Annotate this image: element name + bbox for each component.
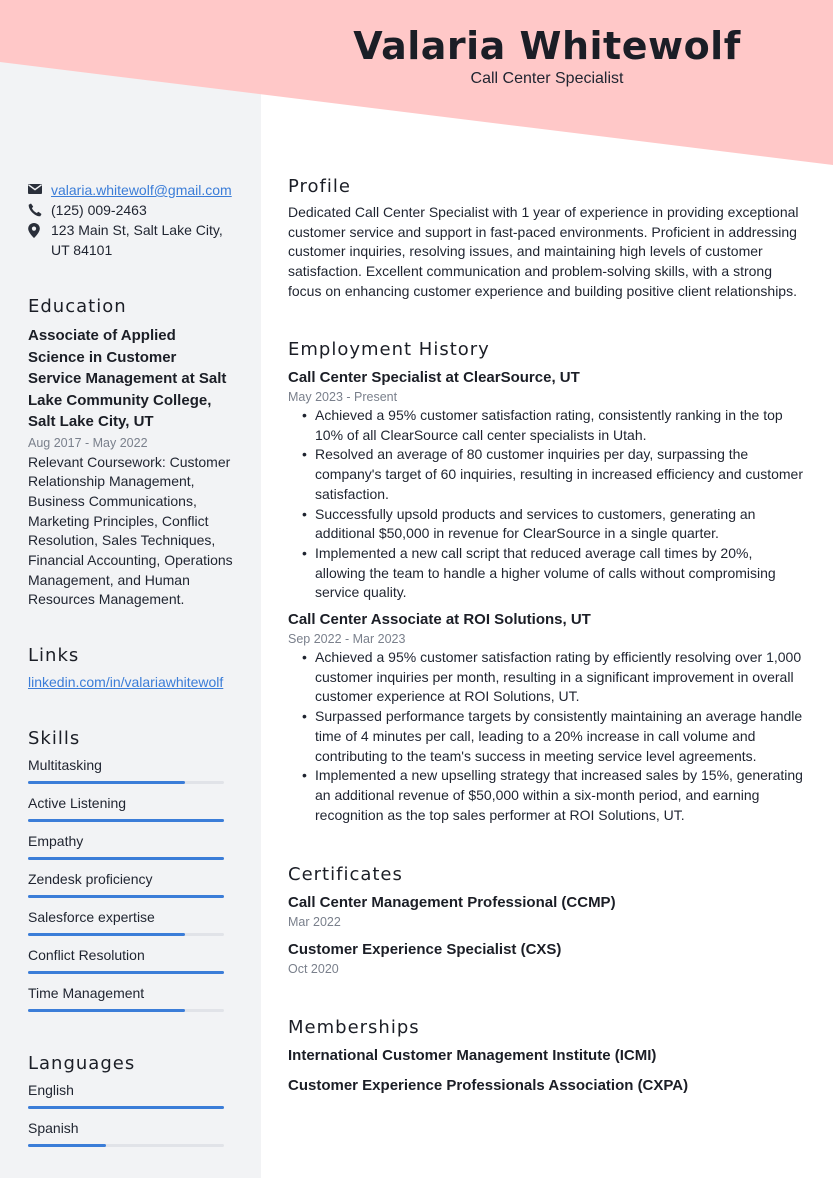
certificate-entry [288,892,803,931]
education-degree: Associate of Applied Science in Customer Service Management at Salt Lake Community College, Salt Lake City, UT [28,327,227,430]
skill-item [28,793,233,822]
membership-item: International Customer Management Institute (ICMI) [288,1047,657,1064]
certificates-list [288,892,803,978]
skill-level-bar [28,933,224,936]
skill-item [28,869,233,898]
links-section [28,645,233,690]
language-item [28,1118,233,1147]
skill-level-fill [28,857,224,860]
skill-label: Conflict Resolution [28,947,145,963]
job-bullet: • Successfully upsold products and services to customers, generating an additional $50,000 in revenue for ClearSource in a single quarter. [315,505,803,544]
skill-item [28,831,233,860]
job-bullet: • Surpassed performance targets by consistently maintaining an average handle time of 4 minutes per call, leading to a 20% increase in call volume and contributing to the team's success in meeting service level agreements. [315,707,803,766]
skill-level-bar [28,819,224,822]
skills-heading: Skills [28,728,81,749]
job-bullet: • Achieved a 95% customer satisfaction rating, consistently ranking in the top 10% of all ClearSource call center specialists in Utah. [315,406,803,445]
certificates-section [288,864,803,978]
skill-level-fill [28,895,224,898]
language-label: English [28,1082,74,1098]
contact-email-row [28,180,233,200]
membership-item: Customer Experience Professionals Association (CXPA) [288,1077,689,1094]
skill-level-bar [28,781,224,784]
skills-section [28,728,233,1012]
contact-address-row [28,220,233,260]
memberships-section [288,1017,803,1096]
language-level-bar [28,1106,224,1109]
job-entry [288,609,803,825]
job-bullet: • Resolved an average of 80 customer inquiries per day, surpassing the company's target of 60 inquiries, resulting in increased efficiency and customer satisfaction. [315,445,803,504]
job-bullet: • Implemented a new call script that reduced average call times by 20%, allowing the team to handle a higher volume of calls without compromising service quality. [315,544,803,603]
certificate-date: Oct 2020 [288,962,339,976]
skill-label: Salesforce expertise [28,909,155,925]
job-dates: May 2023 - Present [288,390,398,404]
skill-level-fill [28,1009,185,1012]
certificates-heading: Certificates [288,864,403,885]
phone-icon [28,200,51,217]
map-pin-icon [28,220,51,238]
linkedin-link[interactable]: linkedin.com/in/valariawhitewolf [28,674,224,690]
candidate-role: Call Center Specialist [470,70,624,87]
language-item [28,1080,233,1109]
employment-section [288,339,803,825]
skill-level-fill [28,819,224,822]
job-entry [288,367,803,603]
language-level-fill [28,1106,224,1109]
skill-label: Time Management [28,985,145,1001]
certificate-date: Mar 2022 [288,915,341,929]
candidate-name: Valaria Whitewolf [353,24,741,68]
skill-level-fill [28,971,224,974]
skill-item [28,907,233,936]
skill-label: Empathy [28,833,84,849]
memberships-list [288,1045,803,1096]
job-bullet: • Implemented a new upselling strategy that increased sales by 15%, generating an additional revenue of $50,000 within a six-month period, and earning recognition as the top sales performer at ROI Solutions, UT. [315,766,803,825]
job-bullets [288,406,803,603]
education-dates: Aug 2017 - May 2022 [28,435,148,450]
skill-label: Active Listening [28,795,127,811]
contact-section [28,180,233,260]
certificate-title: Customer Experience Specialist (CXS) [288,941,562,958]
languages-heading: Languages [28,1053,136,1074]
skills-list [28,755,233,1012]
job-bullets [288,648,803,825]
job-title: Call Center Specialist at ClearSource, UT [288,369,580,386]
job-dates: Sep 2022 - Mar 2023 [288,632,406,647]
skill-label: Multitasking [28,757,102,773]
language-label: Spanish [28,1120,79,1136]
envelope-icon [28,180,51,195]
skill-level-bar [28,895,224,898]
skill-label: Zendesk proficiency [28,871,153,887]
profile-heading: Profile [288,176,351,197]
job-title: Call Center Associate at ROI Solutions, UT [288,611,591,629]
skill-level-fill [28,933,185,936]
education-heading: Education [28,296,127,317]
address: 123 Main St, Salt Lake City, UT 84101 [51,222,223,258]
phone-number: (125) 009-2463 [51,202,147,218]
education-coursework: Relevant Coursework: Customer Relationship Management, Business Communications, Marketing Principles, Conflict Resolution, Sales Techniques, Financial Accounting, Operations Management, and Human Resources Management. [28,453,233,608]
skill-level-bar [28,857,224,860]
skill-item [28,945,233,974]
education-section [28,296,233,610]
skill-level-bar [28,971,224,974]
skill-level-fill [28,781,185,784]
profile-text: Dedicated Call Center Specialist with 1 year of experience in providing exceptional customer service and support in fast-paced environments. Proficient in addressing customer inquiries, resolving issues, and maintaining high levels of customer satisfaction. Excellent communication and problem-solving skills, with a strong focus on enhancing customer experience and building positive client relationships. [288,204,799,299]
skill-item [28,755,233,784]
email-link[interactable]: valaria.whitewolf@gmail.com [51,182,232,198]
memberships-heading: Memberships [288,1017,420,1038]
certificate-title: Call Center Management Professional (CCMP) [288,894,616,911]
language-level-bar [28,1144,224,1147]
profile-section [288,176,803,302]
contact-phone-row [28,200,233,220]
certificate-entry [288,939,803,978]
skill-level-bar [28,1009,224,1012]
jobs-list [288,367,803,825]
languages-section [28,1053,233,1147]
links-heading: Links [28,645,80,666]
language-level-fill [28,1144,106,1147]
employment-heading: Employment History [288,339,490,360]
languages-list [28,1080,233,1147]
job-bullet: • Achieved a 95% customer satisfaction rating by efficiently resolving over 1,000 customer inquiries per month, resulting in a significant improvement in overall customer experience at ROI Solutions, UT. [315,648,803,707]
skill-item [28,983,233,1012]
